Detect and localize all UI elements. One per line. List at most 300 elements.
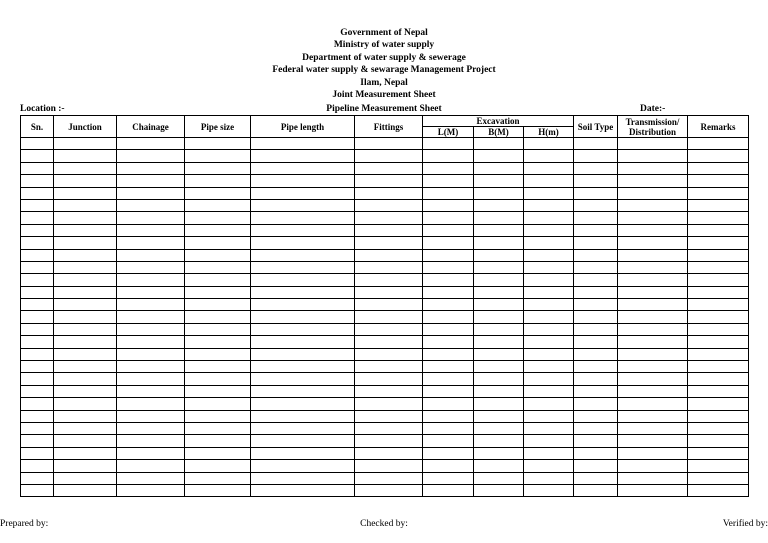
table-cell	[355, 336, 423, 348]
table-cell	[524, 187, 574, 199]
table-cell	[355, 422, 423, 434]
table-cell	[688, 138, 749, 150]
table-cell	[355, 286, 423, 298]
table-cell	[117, 274, 185, 286]
table-cell	[117, 472, 185, 484]
table-cell	[355, 385, 423, 397]
table-cell	[185, 249, 251, 261]
table-cell	[474, 261, 524, 273]
table-cell	[54, 385, 117, 397]
table-cell	[185, 447, 251, 459]
table-cell	[618, 422, 688, 434]
table-cell	[21, 224, 54, 236]
table-cell	[185, 274, 251, 286]
col-header-breadth: B(M)	[474, 127, 524, 138]
table-cell	[688, 398, 749, 410]
table-cell	[54, 237, 117, 249]
table-cell	[688, 361, 749, 373]
table-cell	[618, 138, 688, 150]
table-cell	[524, 484, 574, 496]
table-cell	[117, 361, 185, 373]
table-cell	[117, 212, 185, 224]
table-cell	[355, 162, 423, 174]
table-cell	[574, 460, 618, 472]
table-cell	[185, 435, 251, 447]
table-cell	[117, 336, 185, 348]
table-cell	[574, 286, 618, 298]
table-cell	[524, 398, 574, 410]
table-cell	[251, 175, 355, 187]
table-cell	[185, 373, 251, 385]
table-cell	[117, 249, 185, 261]
table-cell	[423, 224, 474, 236]
table-cell	[423, 373, 474, 385]
table-row	[21, 138, 749, 150]
table-cell	[574, 348, 618, 360]
table-cell	[618, 460, 688, 472]
table-cell	[355, 224, 423, 236]
table-cell	[618, 373, 688, 385]
table-cell	[117, 138, 185, 150]
table-cell	[117, 447, 185, 459]
signature-footer	[0, 518, 768, 530]
table-cell	[524, 410, 574, 422]
table-cell	[688, 249, 749, 261]
table-cell	[618, 435, 688, 447]
table-cell	[185, 187, 251, 199]
table-row	[21, 336, 749, 348]
table-cell	[524, 422, 574, 434]
table-cell	[21, 138, 54, 150]
table-cell	[574, 237, 618, 249]
table-row	[21, 299, 749, 311]
table-cell	[117, 187, 185, 199]
table-cell	[54, 138, 117, 150]
table-cell	[423, 472, 474, 484]
table-cell	[618, 249, 688, 261]
table-cell	[21, 150, 54, 162]
table-cell	[524, 472, 574, 484]
table-row	[21, 274, 749, 286]
col-header-pipe-size: Pipe size	[185, 116, 251, 138]
table-cell	[423, 361, 474, 373]
table-cell	[355, 323, 423, 335]
verified-by-label: Verified by:	[722, 519, 768, 529]
table-cell	[185, 410, 251, 422]
table-cell	[474, 435, 524, 447]
table-cell	[21, 336, 54, 348]
table-cell	[54, 199, 117, 211]
table-cell	[524, 274, 574, 286]
table-cell	[21, 249, 54, 261]
table-cell	[21, 385, 54, 397]
table-cell	[423, 311, 474, 323]
table-cell	[355, 237, 423, 249]
table-cell	[54, 361, 117, 373]
table-cell	[423, 398, 474, 410]
table-cell	[474, 472, 524, 484]
table-cell	[524, 199, 574, 211]
table-cell	[688, 237, 749, 249]
table-cell	[474, 385, 524, 397]
table-cell	[688, 323, 749, 335]
table-cell	[618, 274, 688, 286]
table-cell	[185, 237, 251, 249]
measurement-table	[20, 115, 749, 497]
table-cell	[574, 435, 618, 447]
header-line-sheet-type: Joint Measurement Sheet	[332, 90, 436, 101]
table-cell	[574, 187, 618, 199]
table-cell	[355, 373, 423, 385]
table-cell	[117, 199, 185, 211]
table-cell	[54, 373, 117, 385]
table-cell	[574, 175, 618, 187]
table-cell	[688, 150, 749, 162]
table-cell	[251, 187, 355, 199]
table-cell	[688, 224, 749, 236]
table-cell	[54, 150, 117, 162]
col-header-chainage: Chainage	[117, 116, 185, 138]
table-cell	[524, 138, 574, 150]
table-cell	[474, 348, 524, 360]
table-cell	[574, 484, 618, 496]
document-header	[0, 27, 768, 101]
table-cell	[251, 361, 355, 373]
table-cell	[574, 472, 618, 484]
table-cell	[423, 249, 474, 261]
table-cell	[251, 286, 355, 298]
table-cell	[251, 150, 355, 162]
table-cell	[251, 385, 355, 397]
table-cell	[355, 299, 423, 311]
table-cell	[54, 311, 117, 323]
table-row	[21, 261, 749, 273]
table-cell	[423, 348, 474, 360]
table-cell	[355, 212, 423, 224]
table-cell	[618, 187, 688, 199]
table-cell	[185, 311, 251, 323]
table-cell	[574, 361, 618, 373]
table-cell	[474, 212, 524, 224]
table-cell	[574, 274, 618, 286]
table-cell	[185, 286, 251, 298]
table-cell	[574, 323, 618, 335]
table-cell	[474, 299, 524, 311]
table-row	[21, 348, 749, 360]
table-cell	[474, 237, 524, 249]
table-cell	[688, 162, 749, 174]
table-cell	[618, 398, 688, 410]
table-cell	[251, 435, 355, 447]
table-row	[21, 150, 749, 162]
table-cell	[618, 361, 688, 373]
col-header-excavation: Excavation	[423, 116, 574, 127]
table-cell	[524, 385, 574, 397]
table-cell	[423, 274, 474, 286]
table-cell	[423, 187, 474, 199]
table-cell	[574, 398, 618, 410]
table-row	[21, 373, 749, 385]
table-cell	[251, 336, 355, 348]
table-cell	[355, 348, 423, 360]
table-cell	[474, 187, 524, 199]
table-row	[21, 398, 749, 410]
table-cell	[474, 336, 524, 348]
table-cell	[54, 484, 117, 496]
table-cell	[251, 311, 355, 323]
table-row	[21, 422, 749, 434]
table-cell	[54, 299, 117, 311]
table-cell	[355, 138, 423, 150]
table-cell	[117, 286, 185, 298]
table-cell	[423, 484, 474, 496]
table-cell	[251, 212, 355, 224]
table-row	[21, 286, 749, 298]
table-cell	[688, 385, 749, 397]
table-cell	[251, 224, 355, 236]
table-cell	[524, 336, 574, 348]
table-cell	[474, 422, 524, 434]
table-cell	[355, 274, 423, 286]
table-cell	[185, 199, 251, 211]
table-cell	[688, 212, 749, 224]
col-header-length: L(M)	[423, 127, 474, 138]
table-cell	[524, 224, 574, 236]
table-cell	[688, 447, 749, 459]
table-cell	[185, 138, 251, 150]
table-cell	[688, 299, 749, 311]
table-cell	[355, 261, 423, 273]
table-cell	[54, 336, 117, 348]
table-cell	[574, 224, 618, 236]
table-cell	[251, 299, 355, 311]
table-cell	[355, 199, 423, 211]
table-row	[21, 484, 749, 496]
table-cell	[21, 410, 54, 422]
table-cell	[355, 484, 423, 496]
table-cell	[423, 299, 474, 311]
table-cell	[117, 398, 185, 410]
table-cell	[524, 261, 574, 273]
table-cell	[524, 460, 574, 472]
table-cell	[474, 199, 524, 211]
col-header-transmission-line2: Distribution	[628, 126, 676, 137]
table-cell	[185, 398, 251, 410]
table-cell	[474, 138, 524, 150]
table-cell	[251, 261, 355, 273]
table-cell	[185, 460, 251, 472]
table-cell	[185, 175, 251, 187]
checked-by-label: Checked by:	[360, 519, 408, 529]
table-cell	[185, 348, 251, 360]
table-cell	[251, 422, 355, 434]
table-cell	[524, 286, 574, 298]
table-cell	[21, 422, 54, 434]
table-cell	[21, 361, 54, 373]
table-cell	[574, 422, 618, 434]
table-cell	[54, 398, 117, 410]
table-cell	[117, 162, 185, 174]
table-cell	[21, 373, 54, 385]
table-cell	[423, 175, 474, 187]
table-cell	[474, 286, 524, 298]
table-cell	[21, 323, 54, 335]
table-cell	[117, 150, 185, 162]
table-cell	[117, 385, 185, 397]
table-cell	[474, 460, 524, 472]
table-cell	[117, 410, 185, 422]
table-body	[21, 138, 749, 497]
date-label: Date:-	[640, 104, 666, 114]
table-cell	[688, 422, 749, 434]
table-cell	[574, 261, 618, 273]
header-line-department: Department of water supply & sewerage	[302, 52, 466, 63]
table-cell	[574, 373, 618, 385]
table-cell	[54, 410, 117, 422]
table-cell	[251, 138, 355, 150]
table-cell	[185, 336, 251, 348]
table-cell	[574, 447, 618, 459]
table-cell	[524, 447, 574, 459]
table-cell	[54, 472, 117, 484]
table-cell	[688, 348, 749, 360]
table-cell	[688, 472, 749, 484]
table-cell	[423, 385, 474, 397]
table-cell	[423, 286, 474, 298]
table-cell	[574, 212, 618, 224]
table-cell	[474, 373, 524, 385]
table-cell	[21, 460, 54, 472]
table-cell	[355, 187, 423, 199]
table-cell	[574, 249, 618, 261]
table-cell	[21, 435, 54, 447]
table-cell	[688, 435, 749, 447]
table-cell	[251, 249, 355, 261]
table-cell	[21, 261, 54, 273]
table-cell	[185, 224, 251, 236]
table-cell	[251, 460, 355, 472]
table-cell	[474, 311, 524, 323]
table-cell	[474, 484, 524, 496]
table-cell	[618, 447, 688, 459]
table-cell	[54, 323, 117, 335]
table-cell	[688, 199, 749, 211]
table-cell	[688, 175, 749, 187]
table-cell	[54, 460, 117, 472]
table-cell	[688, 373, 749, 385]
table-cell	[251, 398, 355, 410]
table-cell	[618, 175, 688, 187]
table-cell	[688, 410, 749, 422]
col-header-junction: Junction	[54, 116, 117, 138]
table-cell	[54, 187, 117, 199]
table-cell	[117, 224, 185, 236]
table-cell	[423, 422, 474, 434]
table-cell	[117, 237, 185, 249]
table-row	[21, 187, 749, 199]
table-row	[21, 410, 749, 422]
table-cell	[54, 162, 117, 174]
table-cell	[185, 385, 251, 397]
table-cell	[21, 311, 54, 323]
table-cell	[423, 138, 474, 150]
table-cell	[423, 199, 474, 211]
table-row	[21, 447, 749, 459]
table-row	[21, 175, 749, 187]
table-row	[21, 237, 749, 249]
table-cell	[54, 348, 117, 360]
table-cell	[688, 274, 749, 286]
col-header-height: H(m)	[524, 127, 574, 138]
table-cell	[54, 175, 117, 187]
table-cell	[185, 299, 251, 311]
col-header-soil-type: Soil Type	[574, 116, 618, 138]
header-line-ministry: Ministry of water supply	[333, 40, 435, 51]
table-row	[21, 162, 749, 174]
table-cell	[474, 224, 524, 236]
table-cell	[251, 472, 355, 484]
table-cell	[185, 150, 251, 162]
table-cell	[355, 175, 423, 187]
table-cell	[21, 199, 54, 211]
table-cell	[54, 422, 117, 434]
table-cell	[251, 199, 355, 211]
table-cell	[117, 435, 185, 447]
table-cell	[618, 410, 688, 422]
table-cell	[423, 460, 474, 472]
table-cell	[618, 472, 688, 484]
info-row	[20, 103, 748, 115]
prepared-by-label: Prepared by:	[0, 519, 49, 529]
table-cell	[574, 162, 618, 174]
table-cell	[688, 286, 749, 298]
table-cell	[117, 175, 185, 187]
table-cell	[21, 274, 54, 286]
table-cell	[117, 484, 185, 496]
table-cell	[688, 261, 749, 273]
table-row	[21, 199, 749, 211]
table-cell	[688, 311, 749, 323]
table-cell	[54, 212, 117, 224]
table-cell	[355, 311, 423, 323]
table-cell	[524, 435, 574, 447]
col-header-transmission-distribution	[618, 116, 688, 138]
table-cell	[524, 175, 574, 187]
table-cell	[524, 311, 574, 323]
table-cell	[618, 261, 688, 273]
table-row	[21, 472, 749, 484]
table-cell	[618, 348, 688, 360]
table-cell	[474, 150, 524, 162]
table-cell	[423, 237, 474, 249]
table-row	[21, 224, 749, 236]
table-cell	[355, 361, 423, 373]
table-cell	[524, 348, 574, 360]
table-cell	[251, 237, 355, 249]
table-cell	[524, 361, 574, 373]
table-cell	[54, 274, 117, 286]
table-cell	[524, 249, 574, 261]
table-cell	[423, 435, 474, 447]
table-cell	[423, 150, 474, 162]
table-cell	[21, 348, 54, 360]
header-line-project: Federal water supply & sewarage Management Project	[272, 65, 496, 76]
table-cell	[618, 385, 688, 397]
table-cell	[688, 484, 749, 496]
table-cell	[618, 311, 688, 323]
table-cell	[524, 150, 574, 162]
table-cell	[54, 249, 117, 261]
